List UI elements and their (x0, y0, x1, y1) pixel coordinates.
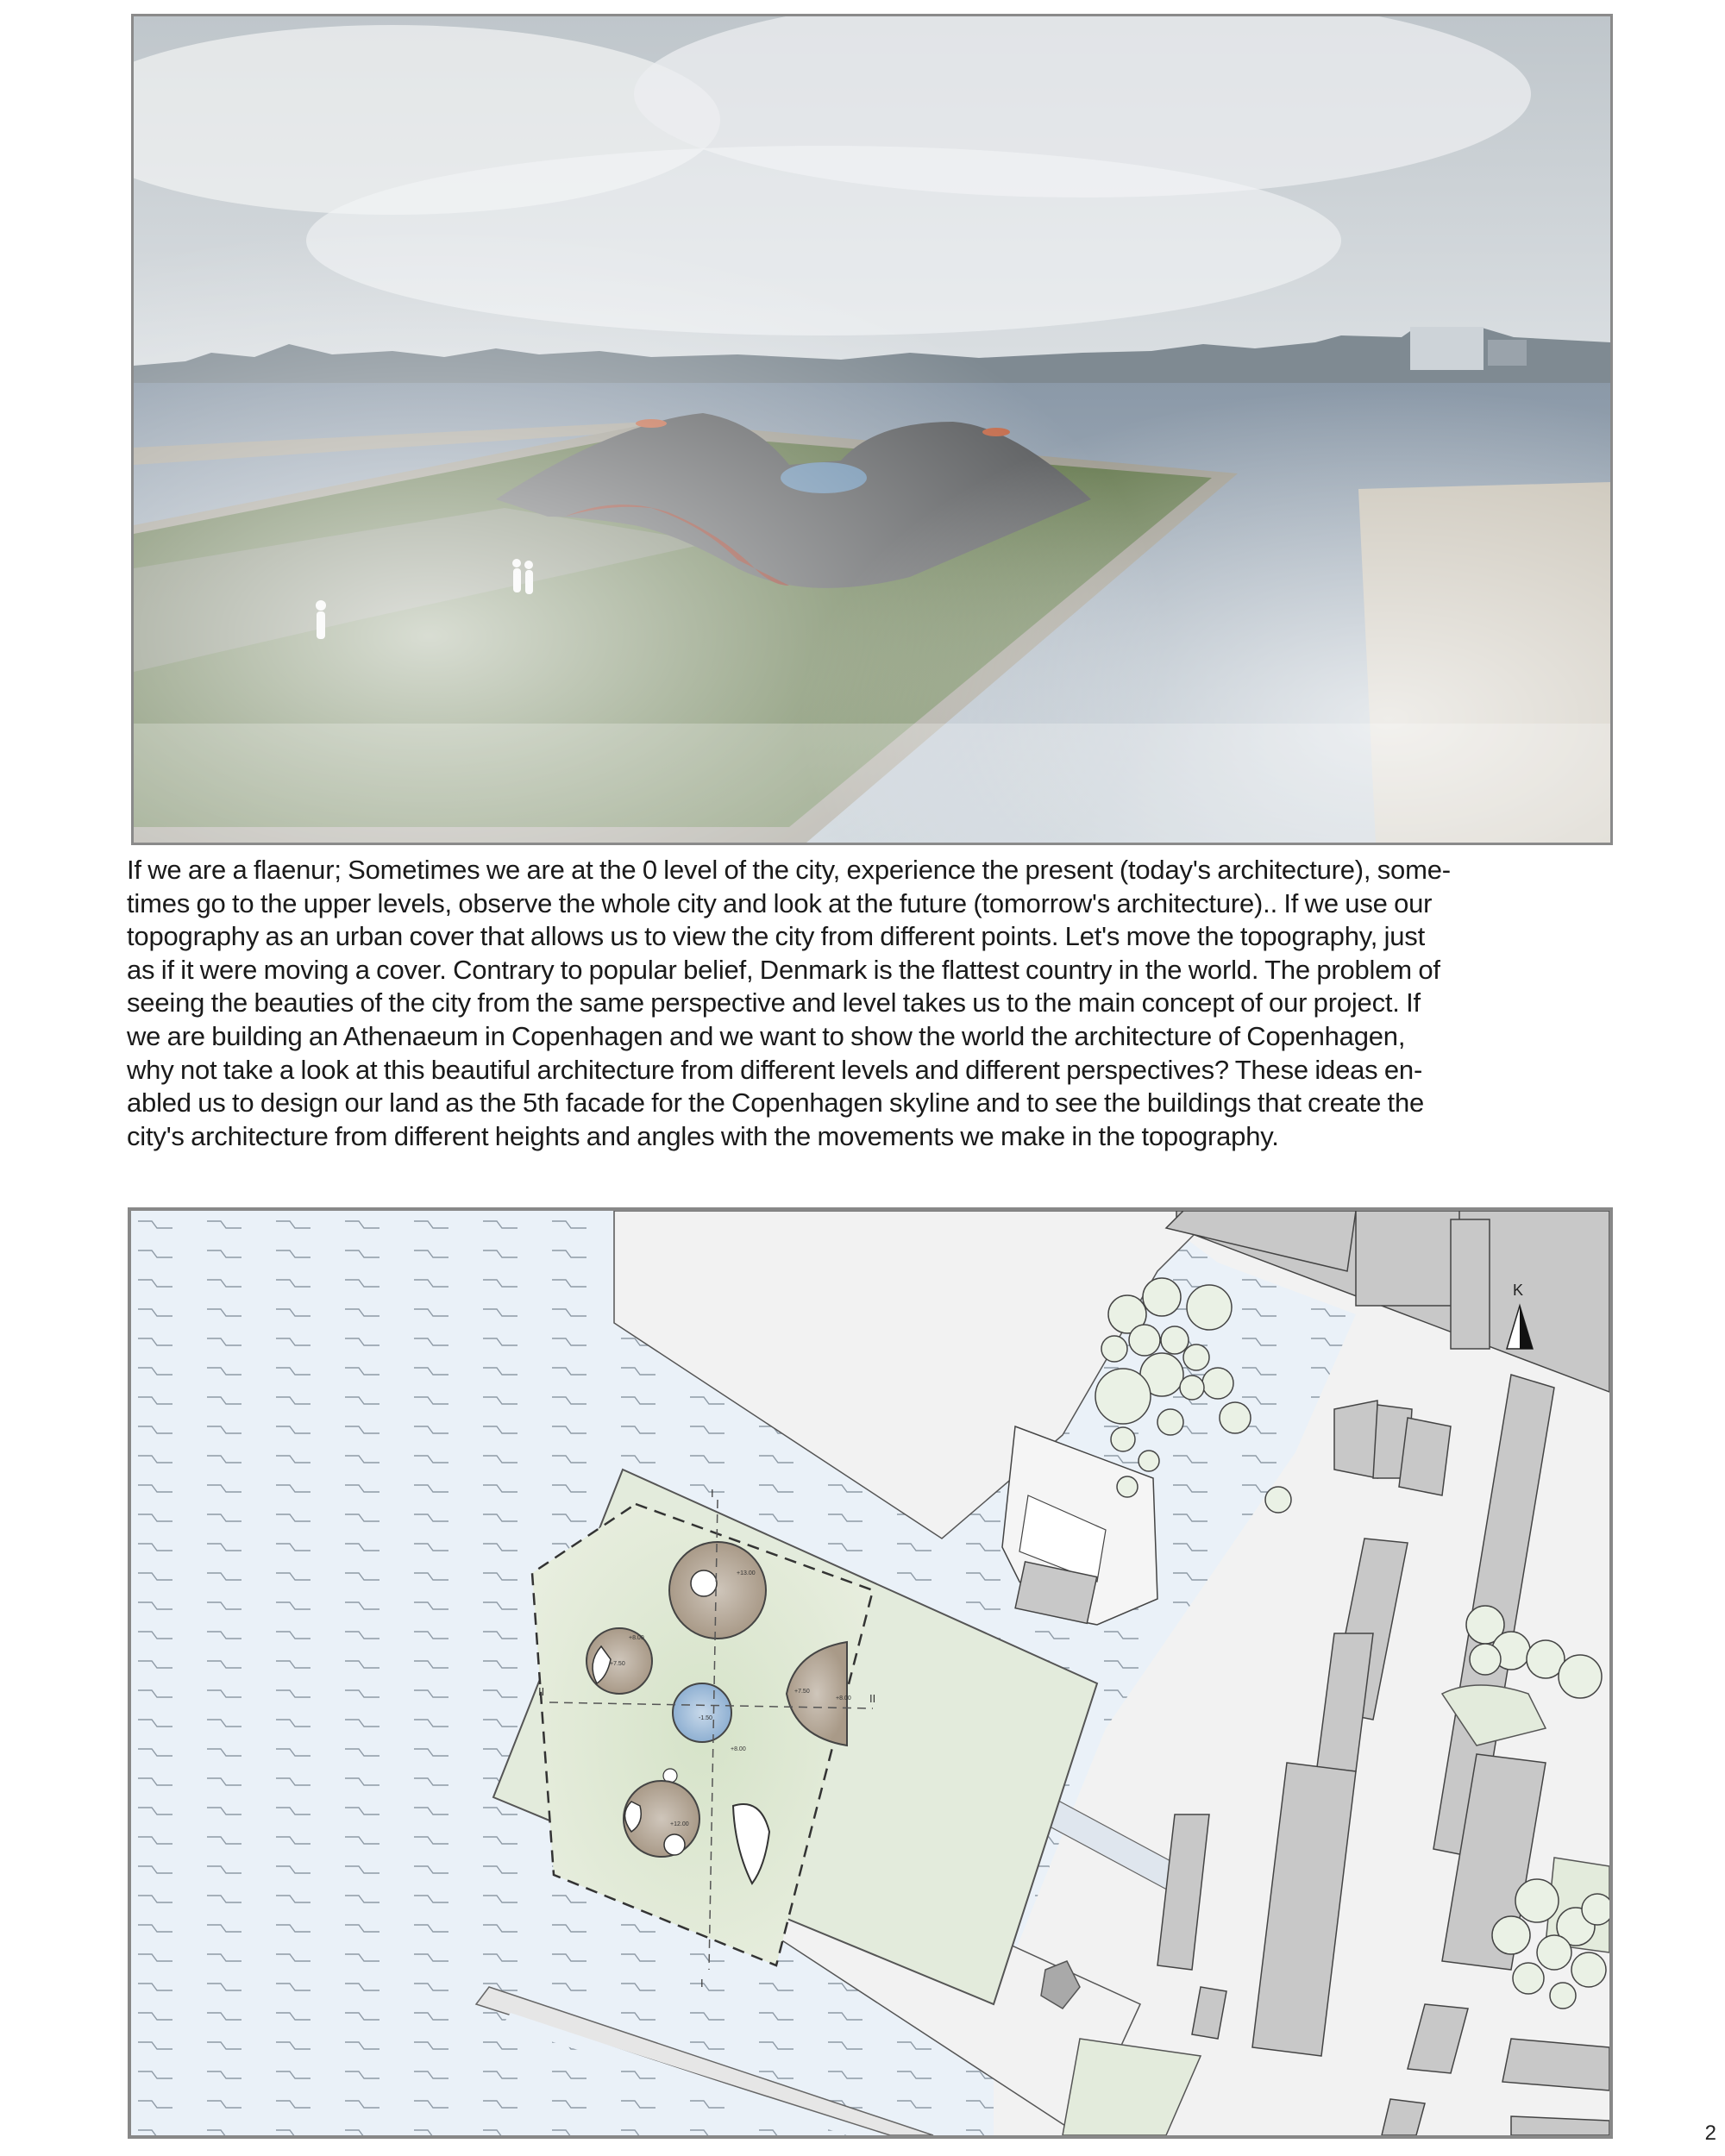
level-label: +8.00 (836, 1695, 851, 1702)
level-label: +12.00 (670, 1821, 689, 1827)
paragraph-line: topography as an urban cover that allows us to view the city from different points. Let's move the topography, just (127, 921, 1426, 952)
render-illustration (134, 16, 1610, 843)
north-label: K (1513, 1282, 1524, 1299)
page-number: 2 (1704, 2122, 1716, 2145)
paragraph-line: city's architecture from different heights and angles with the movements we make in the topography. (127, 1120, 1279, 1151)
paragraph-line: why not take a look at this beautiful architecture from different levels and different perspectives? These ideas en- (127, 1054, 1423, 1085)
paragraph-line: as if it were moving a cover. Contrary to popular belief, Denmark is the flattest country in the world. The problem of (127, 954, 1440, 985)
section-label: I (711, 1487, 714, 1500)
paragraph-line: times go to the upper levels, observe the whole city and look at the future (tomorrow's architecture).. If we use our (127, 887, 1433, 918)
section-label: II (538, 1685, 545, 1698)
paragraph-line: abled us to design our land as the 5th facade for the Copenhagen skyline and to see the buildings that create the (127, 1087, 1425, 1119)
section-label: I (700, 1977, 704, 1990)
perspective-render (131, 14, 1613, 845)
level-label: +7.50 (794, 1689, 810, 1695)
level-label: +8.00 (731, 1746, 746, 1752)
paragraph-line: seeing the beauties of the city from the same perspective and level takes us to the main concept of our project. If (127, 987, 1421, 1018)
paragraph-line: we are building an Athenaeum in Copenhagen and we want to show the world the architecture of Copenhagen, (127, 1020, 1406, 1051)
site-plan (128, 1207, 1613, 2139)
concept-paragraph (127, 854, 1610, 1153)
paragraph-line: If we are a flaenur; Sometimes we are at the 0 level of the city, experience the present (today's architecture), some- (127, 855, 1451, 885)
level-label: +13.00 (737, 1570, 756, 1576)
level-label: -1.50 (699, 1715, 712, 1721)
section-label: II (869, 1692, 876, 1705)
site-plan-drawing (131, 1211, 1609, 2135)
level-label: +7.50 (610, 1661, 625, 1667)
level-label: +8.00 (629, 1635, 644, 1641)
